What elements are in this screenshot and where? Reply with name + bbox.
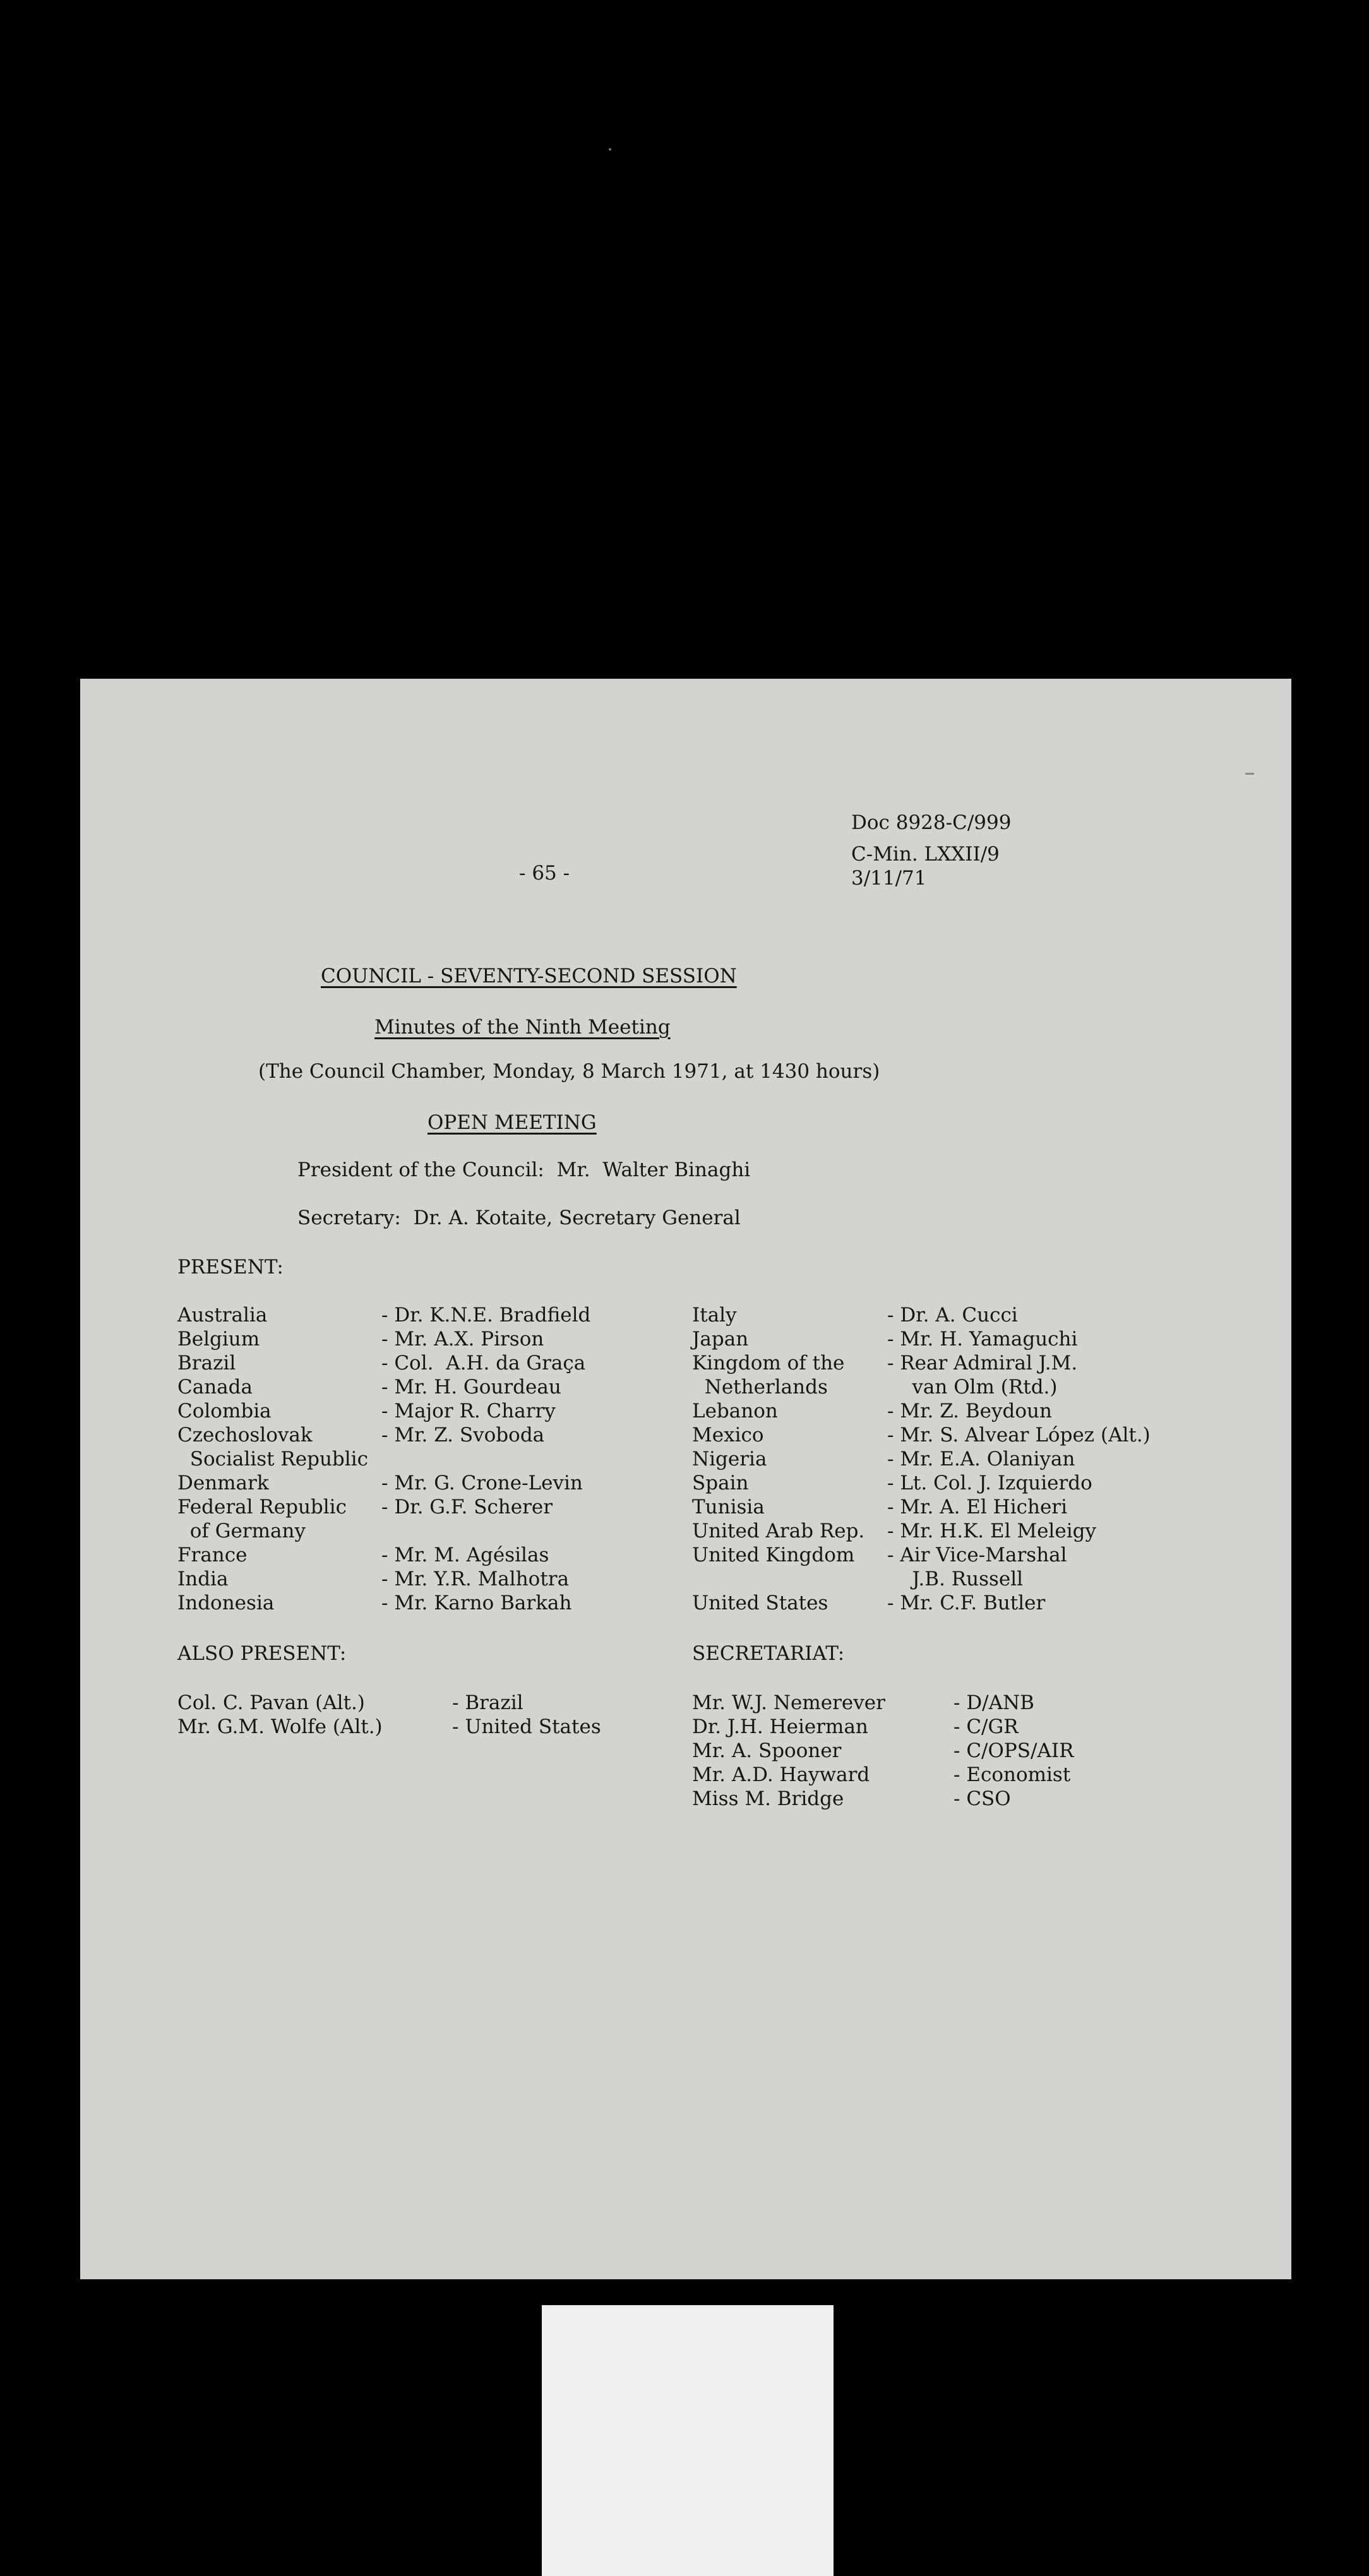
member-country: Colombia [177, 1400, 272, 1422]
secretariat-role: - C/GR [954, 1715, 1019, 1738]
session-title: COUNCIL - SEVENTY-SECOND SESSION [321, 965, 737, 987]
member-representative: - Mr. A. El Hicheri [887, 1496, 1068, 1518]
blank-card [542, 2305, 834, 2576]
member-representative: van Olm (Rtd.) [887, 1376, 1058, 1398]
member-country: United States [692, 1592, 828, 1614]
member-country: of Germany [177, 1520, 306, 1542]
member-country: Japan [692, 1328, 749, 1351]
member-country: Netherlands [692, 1376, 828, 1398]
also-present-name: Col. C. Pavan (Alt.) [177, 1691, 365, 1714]
member-representative: - Mr. Karno Barkah [381, 1592, 572, 1614]
member-country: India [177, 1568, 229, 1590]
member-country: Italy [692, 1304, 737, 1327]
member-representative: - Mr. H. Gourdeau [381, 1376, 561, 1398]
scan-mark [1245, 773, 1254, 775]
doc-number: Doc 8928-C/999 [851, 811, 1012, 834]
also-present-country: - Brazil [452, 1691, 523, 1714]
page-number: - 65 - [519, 862, 570, 885]
member-country: France [177, 1544, 248, 1566]
member-country: Belgium [177, 1328, 260, 1351]
member-representative: - Mr. Y.R. Malhotra [381, 1568, 570, 1590]
member-country: Lebanon [692, 1400, 778, 1422]
member-representative: - Major R. Charry [381, 1400, 556, 1422]
secretariat-role: - CSO [954, 1787, 1011, 1810]
member-country: Nigeria [692, 1448, 767, 1470]
secretariat-name: Miss M. Bridge [692, 1787, 844, 1810]
secretary-line: Secretary: Dr. A. Kotaite, Secretary General [297, 1207, 741, 1229]
president-line: President of the Council: Mr. Walter Binaghi [297, 1159, 751, 1181]
member-country: United Arab Rep. [692, 1520, 865, 1542]
meeting-type: OPEN MEETING [427, 1111, 597, 1134]
secretariat-name: Mr. A.D. Hayward [692, 1763, 870, 1786]
secretariat-name: Mr. A. Spooner [692, 1739, 842, 1762]
also-present-heading: ALSO PRESENT: [177, 1642, 347, 1665]
member-representative: - Mr. Z. Svoboda [381, 1424, 545, 1446]
doc-date: 3/11/71 [851, 867, 927, 890]
member-representative: - Mr. Z. Beydoun [887, 1400, 1052, 1422]
secretariat-role: - Economist [954, 1763, 1071, 1786]
member-representative: - Col. A.H. da Graça [381, 1352, 586, 1374]
member-representative: - Mr. H.K. El Meleigy [887, 1520, 1096, 1542]
member-country: Indonesia [177, 1592, 275, 1614]
member-country: Spain [692, 1472, 749, 1494]
member-country: Federal Republic [177, 1496, 347, 1518]
minutes-ref: C-Min. LXXII/9 [851, 843, 1000, 866]
member-country: Australia [177, 1304, 268, 1327]
secretariat-role: - C/OPS/AIR [954, 1739, 1074, 1762]
member-country: Czechoslovak [177, 1424, 313, 1446]
member-representative: - Rear Admiral J.M. [887, 1352, 1078, 1374]
member-country: Tunisia [692, 1496, 765, 1518]
member-representative: - Dr. A. Cucci [887, 1304, 1018, 1327]
also-present-country: - United States [452, 1715, 601, 1738]
member-representative: J.B. Russell [887, 1568, 1024, 1590]
member-representative: - Mr. E.A. Olaniyan [887, 1448, 1075, 1470]
member-country: Denmark [177, 1472, 269, 1494]
member-representative: - Mr. A.X. Pirson [381, 1328, 544, 1351]
member-country: Canada [177, 1376, 253, 1398]
meeting-location: (The Council Chamber, Monday, 8 March 1971, at 1430 hours) [258, 1060, 880, 1083]
present-heading: PRESENT: [177, 1256, 284, 1279]
member-country: United Kingdom [692, 1544, 855, 1566]
member-representative: - Mr. C.F. Butler [887, 1592, 1046, 1614]
member-country: Brazil [177, 1352, 236, 1374]
secretariat-role: - D/ANB [954, 1691, 1034, 1714]
also-present-name: Mr. G.M. Wolfe (Alt.) [177, 1715, 383, 1738]
secretariat-name: Mr. W.J. Nemerever [692, 1691, 885, 1714]
member-representative: - Lt. Col. J. Izquierdo [887, 1472, 1092, 1494]
member-country: Kingdom of the [692, 1352, 845, 1374]
secretariat-heading: SECRETARIAT: [692, 1642, 845, 1665]
member-representative: - Mr. S. Alvear López (Alt.) [887, 1424, 1151, 1446]
member-representative: - Mr. H. Yamaguchi [887, 1328, 1078, 1351]
meeting-subtitle: Minutes of the Ninth Meeting [374, 1016, 671, 1039]
member-country: Socialist Republic [177, 1448, 368, 1470]
member-representative: - Air Vice-Marshal [887, 1544, 1067, 1566]
secretariat-name: Dr. J.H. Heierman [692, 1715, 868, 1738]
member-representative: - Dr. G.F. Scherer [381, 1496, 553, 1518]
scan-speck: • [607, 145, 613, 155]
member-representative: - Dr. K.N.E. Bradfield [381, 1304, 591, 1327]
member-representative: - Mr. M. Agésilas [381, 1544, 549, 1566]
member-representative: - Mr. G. Crone-Levin [381, 1472, 583, 1494]
member-country: Mexico [692, 1424, 764, 1446]
